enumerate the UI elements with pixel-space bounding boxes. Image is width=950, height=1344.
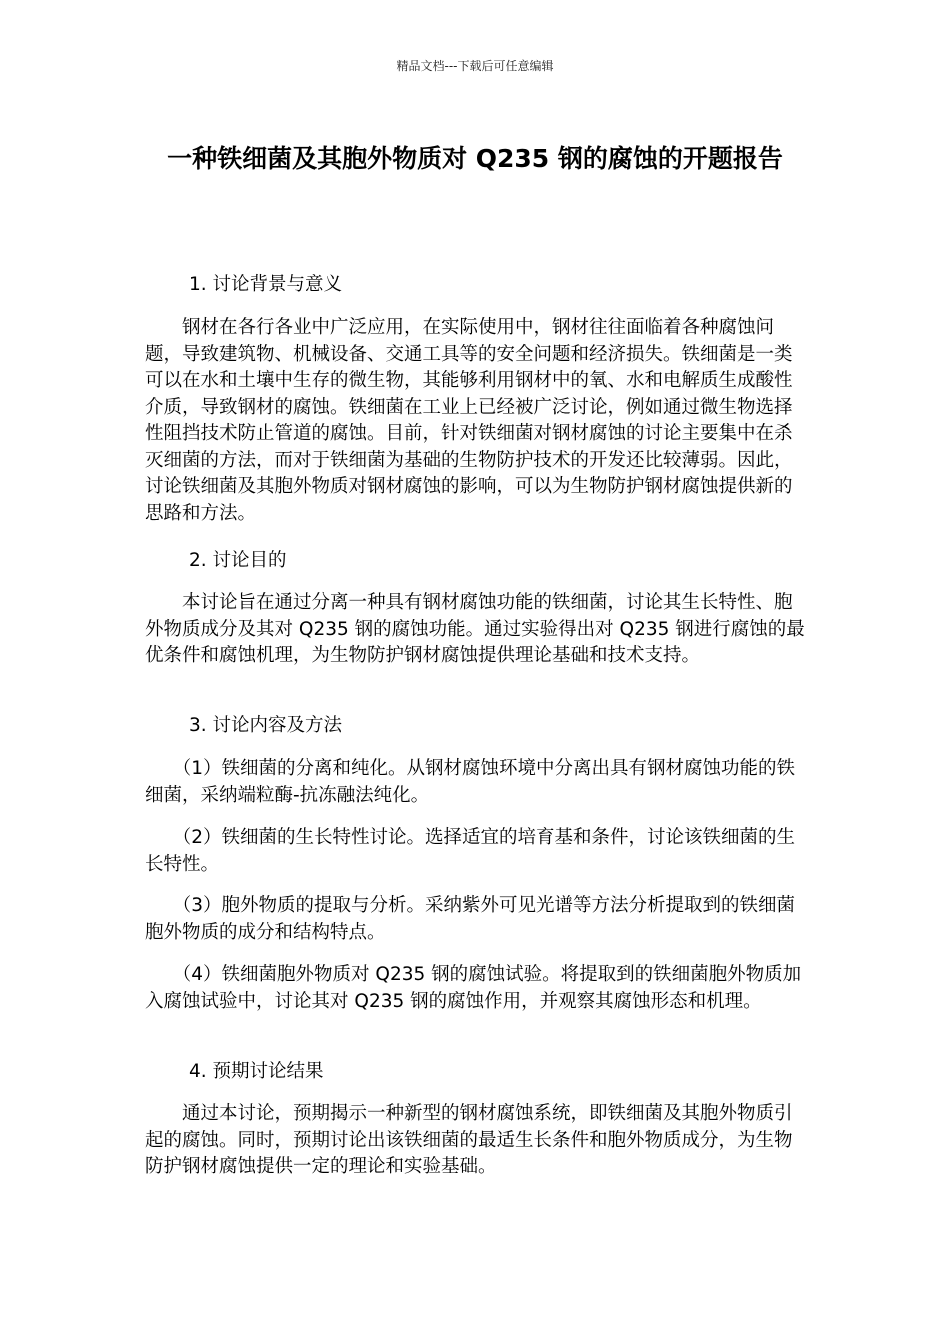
section-heading-1: 1. 讨论背景与意义 [189,274,343,295]
section-3-paragraph-4: （4）铁细菌胞外物质对 Q235 钢的腐蚀试验。将提取到的铁细菌胞外物质加入腐蚀试验中，讨论其对 Q235 钢的腐蚀作用，并观察其腐蚀形态和机理。 [145,964,802,1012]
section-heading-2: 2. 讨论目的 [189,550,287,571]
section-3-paragraph-2: （2）铁细菌的生长特性讨论。选择适宜的培育基和条件，讨论该铁细菌的生长特性。 [145,827,796,875]
header-note: 精品文档---下载后可任意编辑 [396,59,554,73]
section-heading-3: 3. 讨论内容及方法 [189,715,343,736]
section-1-paragraph-1: 钢材在各行各业中广泛应用，在实际使用中，钢材往往面临着各种腐蚀问题，导致建筑物、机械设备、交通工具等的安全问题和经济损失。铁细菌是一类可以在水和土壤中生存的微生物，其能够利用钢材中的氧、水和电解质生成酸性介质，导致钢材的腐蚀。铁细菌在工业上已经被广泛讨论，例如通过微生物选择性阻挡技术防止管道的腐蚀。目前，针对铁细菌对钢材腐蚀的讨论主要集中在杀灭细菌的方法，而对于铁细菌为基础的生物防护技术的开发还比较薄弱。因此，讨论铁细菌及其胞外物质对钢材腐蚀的影响，可以为生物防护钢材腐蚀提供新的思路和方法。 [145,317,793,524]
section-4-paragraph-1: 通过本讨论，预期揭示一种新型的钢材腐蚀系统，即铁细菌及其胞外物质引起的腐蚀。同时，预期讨论出该铁细菌的最适生长条件和胞外物质成分，为生物防护钢材腐蚀提供一定的理论和实验基础。 [145,1103,793,1177]
document-title: 一种铁细菌及其胞外物质对 Q235 钢的腐蚀的开题报告 [167,144,783,173]
section-3-paragraph-3: （3）胞外物质的提取与分析。采纳紫外可见光谱等方法分析提取到的铁细菌胞外物质的成分和结构特点。 [145,895,796,943]
section-2-paragraph-1: 本讨论旨在通过分离一种具有钢材腐蚀功能的铁细菌，讨论其生长特性、胞外物质成分及其对 Q235 钢的腐蚀功能。通过实验得出对 Q235 钢进行腐蚀的最优条件和腐蚀机理，为生物防护钢材腐蚀提供理论基础和技术支持。 [145,592,805,666]
section-heading-4: 4. 预期讨论结果 [189,1061,324,1082]
section-3-paragraph-1: （1）铁细菌的分离和纯化。从钢材腐蚀环境中分离出具有钢材腐蚀功能的铁细菌，采纳端粒酶-抗冻融法纯化。 [145,758,796,806]
